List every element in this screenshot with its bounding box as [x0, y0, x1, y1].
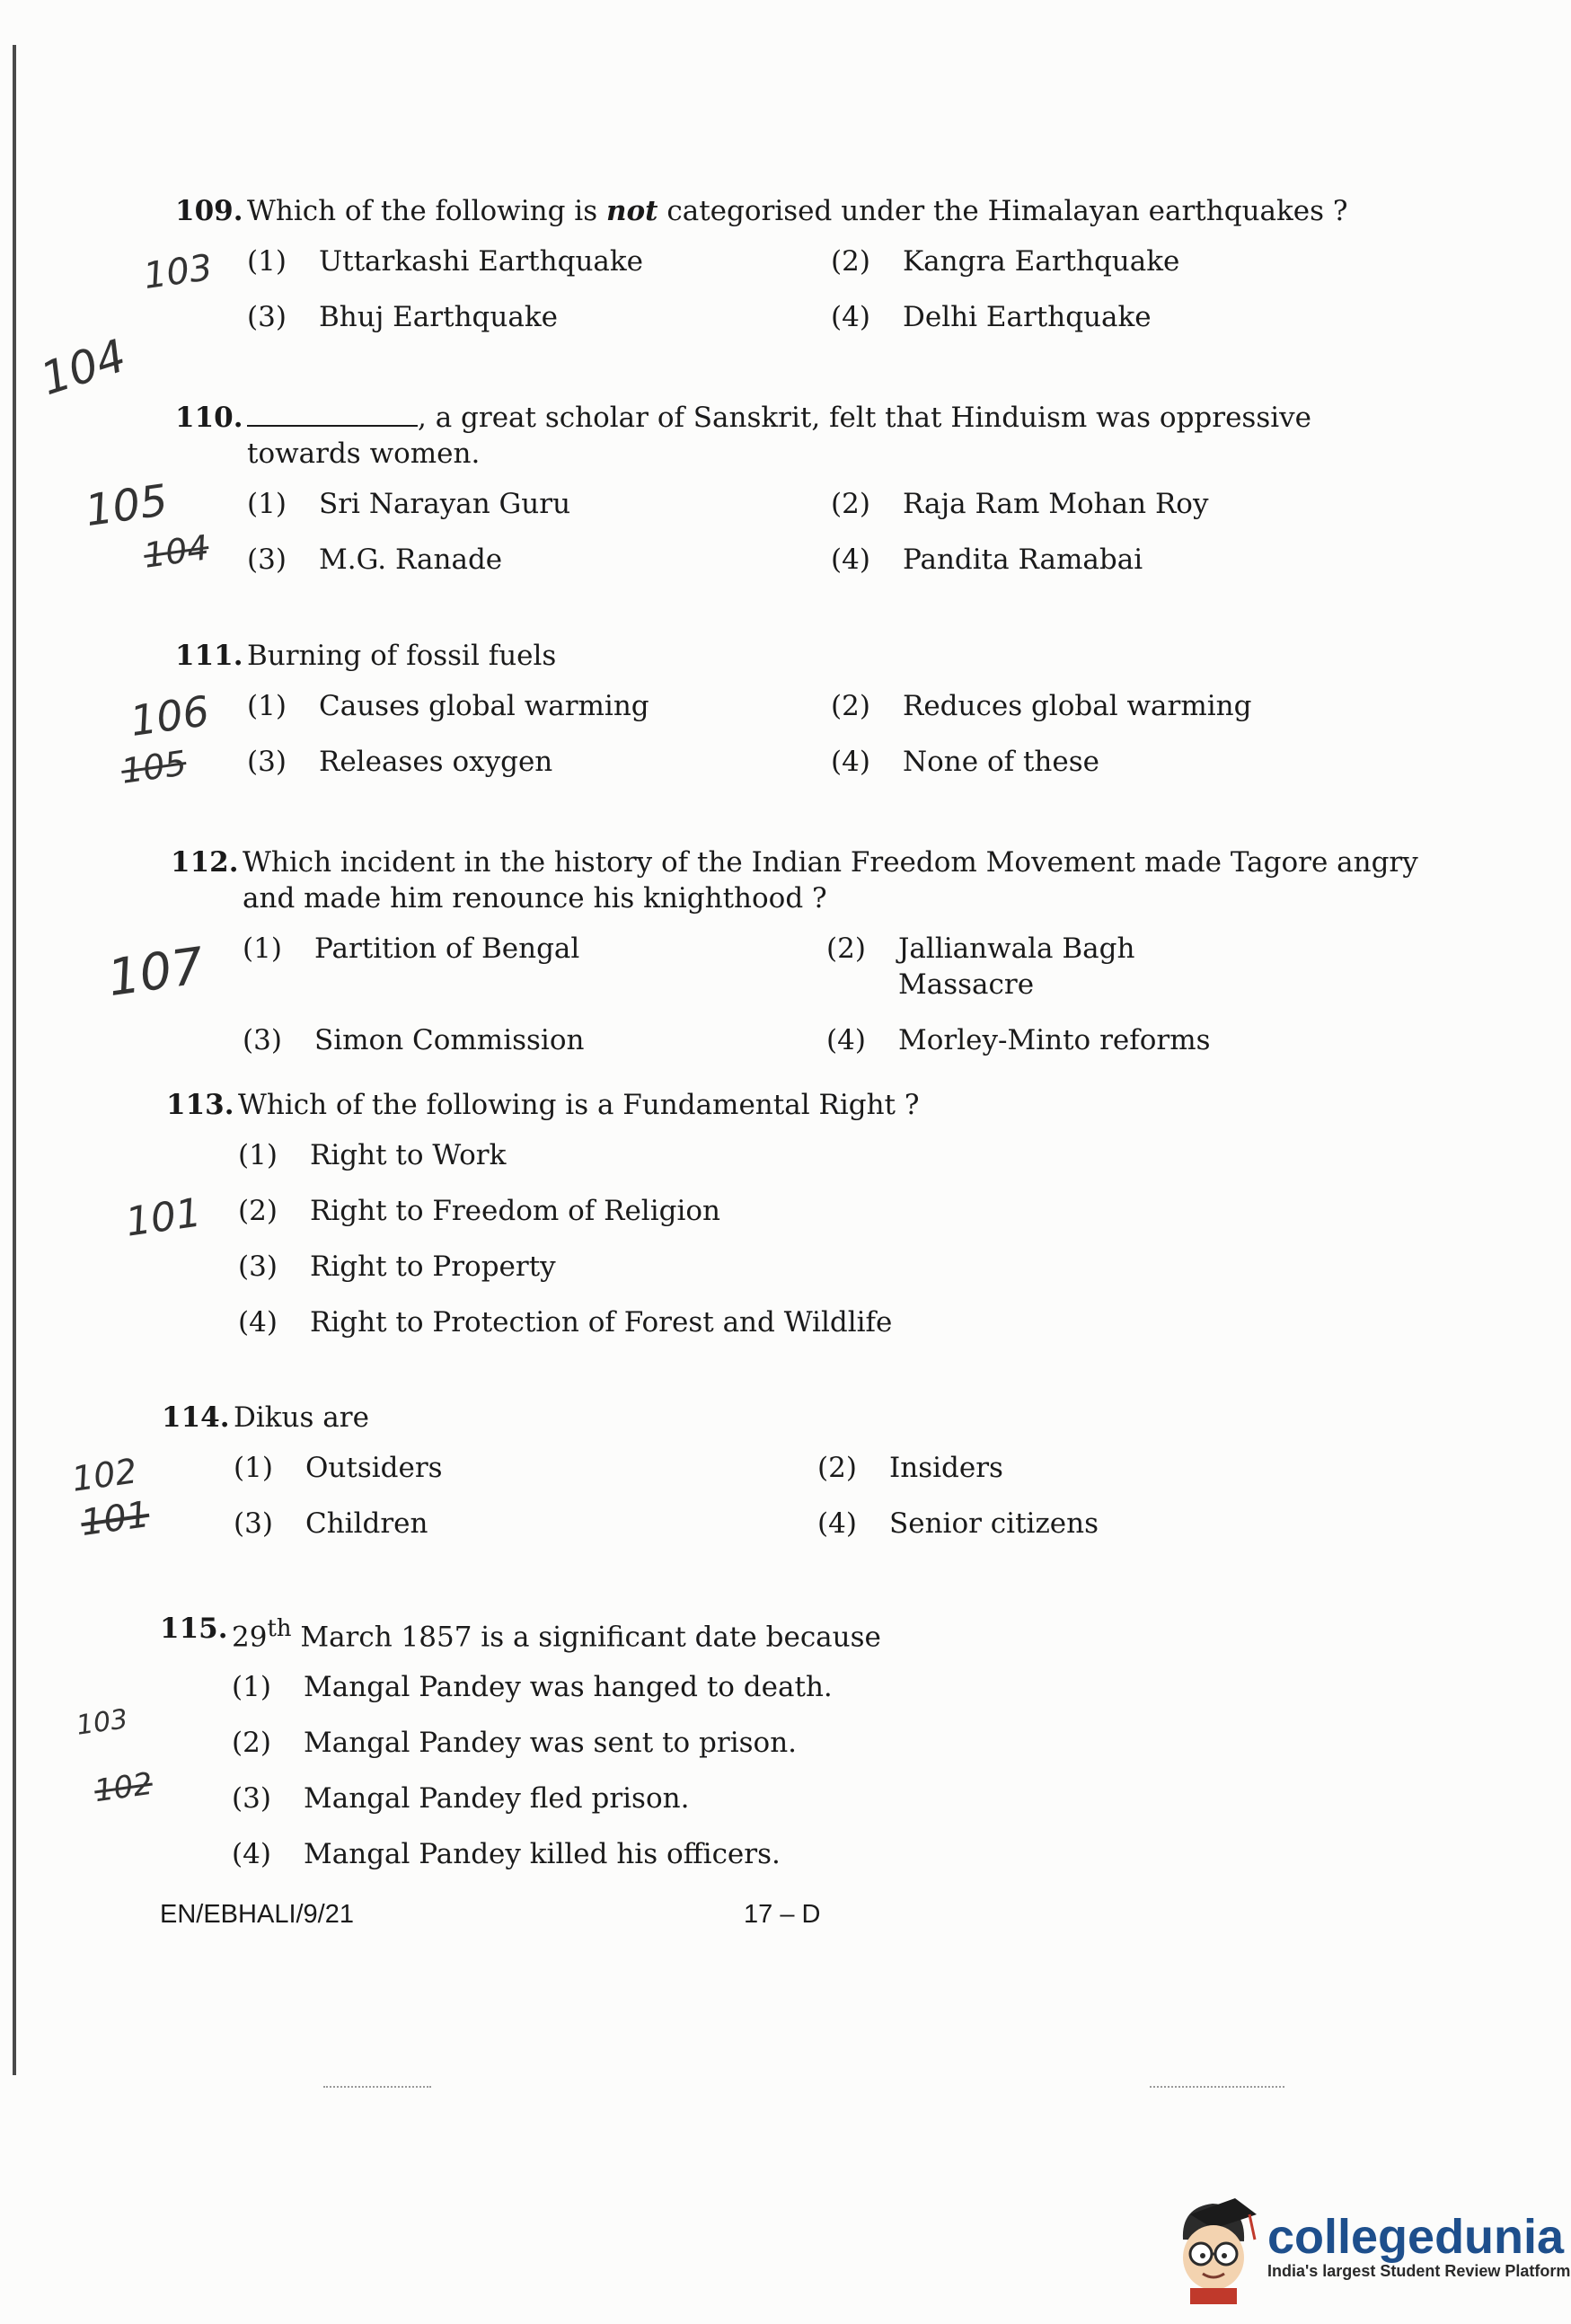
option[interactable]: (4) None of these	[831, 746, 1099, 778]
mascot-icon	[1163, 2187, 1262, 2304]
option[interactable]: (4) Right to Protection of Forest and Wildlife	[238, 1306, 893, 1339]
scan-page-edge	[13, 45, 16, 2075]
question-number: 115.	[160, 1613, 228, 1645]
option[interactable]: (1) Mangal Pandey was hanged to death.	[232, 1671, 833, 1704]
question-number: 109.	[175, 195, 243, 227]
question-text: Dikus are	[234, 1401, 369, 1434]
option[interactable]: (4) Senior citizens	[817, 1507, 1099, 1540]
option[interactable]: (1) Outsiders	[234, 1452, 443, 1484]
handwritten-note: 101	[78, 1493, 153, 1545]
scan-artifact	[323, 2086, 431, 2089]
question-number: 112.	[171, 846, 239, 879]
answer-blank	[247, 402, 418, 427]
question-110	[175, 400, 1433, 578]
option[interactable]: (3) Right to Property	[238, 1250, 556, 1283]
option[interactable]: (3) Releases oxygen	[247, 746, 553, 778]
question-number: 111.	[175, 640, 243, 672]
handwritten-note: 103	[141, 246, 216, 298]
handwritten-note: 106	[127, 686, 213, 746]
option[interactable]: (4) Pandita Ramabai	[831, 543, 1143, 576]
question-113	[166, 1087, 1424, 1340]
question-text: Burning of fossil fuels	[247, 640, 557, 672]
handwritten-note: 102	[69, 1451, 140, 1499]
question-text: 29th March 1857 is a significant date because	[232, 1615, 881, 1654]
option[interactable]: (2) Raja Ram Mohan Roy	[831, 488, 1209, 520]
question-112	[171, 844, 1437, 1058]
question-number: 110.	[175, 402, 243, 434]
option[interactable]: (1) Right to Work	[238, 1139, 507, 1171]
question-text: , a great scholar of Sanskrit, felt that Hinduism was oppressive towards women.	[247, 402, 1312, 470]
page-number: 17 – D	[744, 1900, 821, 1929]
brand-tagline: India's largest Student Review Platform	[1267, 2261, 1571, 2280]
question-115	[160, 1611, 1417, 1872]
question-text: Which incident in the history of the Indian Freedom Movement made Tagore angry and made him renounce his knighthood ?	[243, 846, 1418, 915]
option[interactable]: (4) Delhi Earthquake	[831, 301, 1152, 333]
handwritten-note: 104	[34, 329, 133, 406]
option[interactable]: (1) Sri Narayan Guru	[247, 488, 571, 520]
option[interactable]: (3) Bhuj Earthquake	[247, 301, 558, 333]
question-111	[175, 638, 1433, 780]
collegedunia-logo	[1163, 2187, 1570, 2304]
option[interactable]: (3) M.G. Ranade	[247, 543, 503, 576]
option[interactable]: (2) Kangra Earthquake	[831, 245, 1180, 278]
option[interactable]: (2) Jallianwala Bagh Massacre	[826, 932, 1135, 1001]
handwritten-note: 104	[141, 527, 212, 576]
option[interactable]: (3) Simon Commission	[243, 1024, 585, 1056]
option[interactable]: (1) Uttarkashi Earthquake	[247, 245, 644, 278]
question-109	[175, 193, 1433, 335]
option[interactable]: (2) Mangal Pandey was sent to prison.	[232, 1727, 798, 1760]
option[interactable]: (4) Mangal Pandey killed his officers.	[232, 1838, 781, 1871]
option[interactable]: (3) Mangal Pandey fled prison.	[232, 1782, 690, 1816]
option[interactable]: (2) Right to Freedom of Religion	[238, 1195, 721, 1227]
question-text: Which of the following is not categorised under the Himalayan earthquakes ?	[247, 195, 1348, 227]
handwritten-note: 107	[103, 936, 207, 1009]
option[interactable]: (1) Partition of Bengal	[243, 932, 580, 965]
option[interactable]: (3) Children	[234, 1507, 428, 1540]
option[interactable]: (4) Morley-Minto reforms	[826, 1024, 1211, 1056]
question-114	[162, 1400, 1419, 1542]
scan-artifact	[1150, 2086, 1284, 2089]
handwritten-note: 105	[119, 743, 190, 791]
option[interactable]: (1) Causes global warming	[247, 690, 649, 722]
handwritten-note: 101	[122, 1189, 205, 1246]
brand-name: collegedunia	[1267, 2209, 1565, 2264]
question-number: 114.	[162, 1401, 230, 1434]
handwritten-note: 105	[82, 474, 172, 537]
handwritten-note: 102	[92, 1765, 155, 1810]
option[interactable]: (2) Insiders	[817, 1452, 1003, 1484]
exam-code: EN/EBHALI/9/21	[160, 1900, 354, 1929]
handwritten-note: 103	[74, 1703, 130, 1742]
option[interactable]: (2) Reduces global warming	[831, 690, 1252, 722]
question-text: Which of the following is a Fundamental Right ?	[238, 1089, 920, 1121]
question-number: 113.	[166, 1089, 234, 1121]
